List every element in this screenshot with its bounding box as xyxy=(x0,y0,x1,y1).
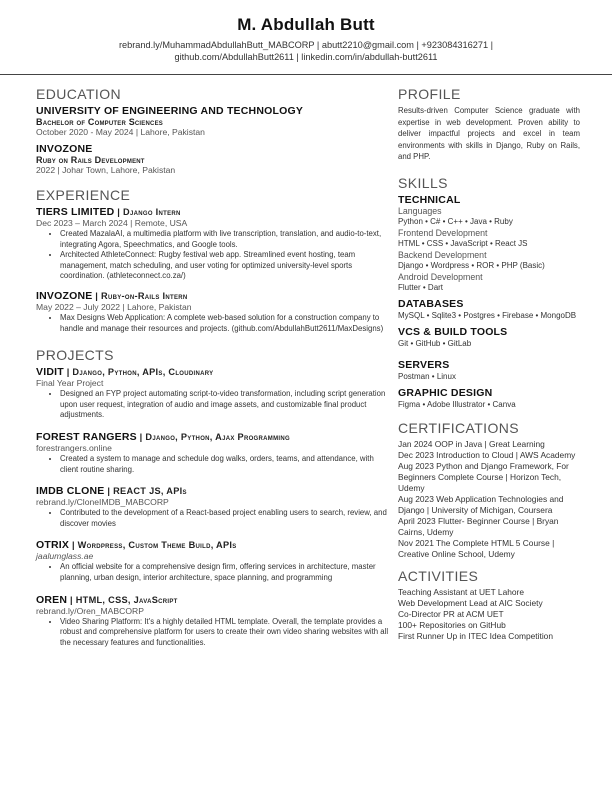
project-stack: | Wordpress, Custom Theme Build, APIs xyxy=(69,540,237,551)
project-bullet: • Designed an FYP project automating script-to-video transformation, including script generation upon user request, integration of audio and image assets, and customizable final product adjustments. xyxy=(60,389,394,421)
certification-item: Jan 2024 OOP in Java | Great Learning xyxy=(398,438,545,449)
certification-item: Aug 2023 Web Application Technologies and Django | University of Michigan, Coursera xyxy=(398,493,564,515)
skill-group-name: Android Development xyxy=(398,271,483,282)
contact-line-2[interactable]: github.com/AbdullahButt2611 | linkedin.com/in/abdullah-butt2611 xyxy=(174,52,438,62)
education-institution: UNIVERSITY OF ENGINEERING AND TECHNOLOGY xyxy=(36,105,304,117)
experience-bullets xyxy=(36,229,394,282)
certification-item: Nov 2021 The Complete HTML 5 Course | Creative Online School, Udemy xyxy=(398,537,555,559)
certification-item: Dec 2023 Introduction to Cloud | AWS Academy xyxy=(398,449,576,460)
project-bullet: • Video Sharing Platform: It's a highly detailed HTML template. Overall, the template provides a robust and comprehensive platform for users to create their own video sharing websites with all the necessary features and functionalities. xyxy=(60,617,394,649)
project-bullet: • An official website for a comprehensive design firm, offering services in architecture, master planning, urban design, interior architecture, space planning, and programming xyxy=(60,562,394,583)
experience-bullet: • Architected AthleteConnect: Rugby festival web app. Streamlined event hosting, team management, match scheduling, and user voting for optimized university-level sports coordination. (athleteconnect.co.za/) xyxy=(60,250,394,282)
project-link[interactable]: forestrangers.online xyxy=(36,442,112,453)
experience-heading: EXPERIENCE xyxy=(36,187,131,203)
project-entry xyxy=(36,594,394,649)
education-institution: INVOZONE xyxy=(36,143,93,155)
projects-heading: PROJECTS xyxy=(36,347,114,364)
experience-bullet: • Max Designs Web Application: A complete web-based solution for a construction company to handle and manage their resources and projects. (github.com/AbdullahButt2611/MaxDesigns) xyxy=(60,313,394,334)
skills-heading: SKILLS xyxy=(398,174,448,191)
profile-summary: Results-driven Computer Science graduate with expertise in web development. Proven ability to deliver impactful projects and excel in team environments with skills in Django, Ruby on Rails, and PHP. xyxy=(398,106,580,162)
project-subtitle: Final Year Project xyxy=(36,378,104,389)
project-entry xyxy=(36,485,394,529)
skill-group xyxy=(398,272,580,293)
skill-group xyxy=(398,250,580,271)
education-entry xyxy=(36,105,394,137)
activity-item: Co-Director PR at ACM UET xyxy=(398,608,504,619)
activities-heading: ACTIVITIES xyxy=(398,567,479,584)
technical-heading: TECHNICAL xyxy=(398,193,461,206)
experience-meta: Dec 2023 – March 2024 | Remote, USA xyxy=(36,218,188,228)
project-name: OTRIX xyxy=(36,539,70,552)
graphic-design-heading: GRAPHIC DESIGN xyxy=(398,386,493,399)
project-entry xyxy=(36,431,394,475)
contact-line-1[interactable]: rebrand.ly/MuhammadAbdullahButt_MABCORP | abutt2210@gmail.com | +923084316271 | xyxy=(118,40,494,50)
project-name: VIDIT xyxy=(36,366,64,379)
activity-item: First Runner Up in ITEC Idea Competition xyxy=(398,630,553,641)
vcs-heading: VCS & BUILD TOOLS xyxy=(398,325,508,338)
activity-item: Teaching Assistant at UET Lahore xyxy=(398,586,525,597)
project-bullet: • Contributed to the development of a React-based project enabling users to search, review, and discover movies xyxy=(60,508,394,529)
experience-org: INVOZONE xyxy=(36,289,93,302)
skill-group-name: Languages xyxy=(398,205,442,216)
education-entry xyxy=(36,143,394,175)
skill-group xyxy=(398,228,580,249)
graphic-design-list: Figma • Adobe Illustrator • Canva xyxy=(398,399,516,409)
databases-heading: DATABASES xyxy=(398,297,464,310)
databases-list: MySQL • Sqlite3 • Postgres • Firebase • MongoDB xyxy=(398,310,577,320)
project-entry xyxy=(36,366,394,421)
skill-group-name: Backend Development xyxy=(398,249,487,260)
skill-group-items: HTML • CSS • JavaScript • React JS xyxy=(398,238,528,248)
candidate-name: M. Abdullah Butt xyxy=(237,15,375,34)
servers-heading: SERVERS xyxy=(398,358,450,371)
project-link[interactable]: rebrand.ly/Oren_MABCORP xyxy=(36,605,144,616)
project-stack: | Django, Python, Ajax Programming xyxy=(136,431,290,442)
certification-item: April 2023 Flutter- Beginner Course | Bryan Cairns, Udemy xyxy=(398,515,559,537)
project-entry xyxy=(36,539,394,583)
project-name: OREN xyxy=(36,593,68,606)
left-column xyxy=(36,86,394,654)
right-column xyxy=(398,86,580,642)
project-stack: | REACT JS, APIs xyxy=(104,486,187,497)
experience-entry xyxy=(36,290,394,334)
experience-bullet: • Created MazalaAI, a multimedia platform with live transcription, translation, and audio-to-text, integrating Agora, Speechmatics, and Google tools. xyxy=(60,229,394,250)
experience-role: | Ruby-on-Rails Intern xyxy=(92,290,188,301)
certification-item: Aug 2023 Python and Django Framework, For Beginners Complete Course | Horizon Tech, Udemy xyxy=(398,460,569,493)
experience-org: TIERS LIMITED xyxy=(36,206,115,218)
resume-header xyxy=(0,15,612,63)
education-meta: October 2020 - May 2024 | Lahore, Pakistan xyxy=(36,127,205,137)
education-degree: Bachelor of Computer Sciences xyxy=(36,117,163,127)
education-heading: EDUCATION xyxy=(36,86,122,102)
project-link[interactable]: rebrand.ly/CloneIMDB_MABCORP xyxy=(36,497,169,508)
education-meta: 2022 | Johar Town, Lahore, Pakistan xyxy=(36,165,176,175)
experience-entry xyxy=(36,206,394,282)
project-bullet: • Created a system to manage and schedule dog walks, orders, teams, and attendance, with client routine sharing. xyxy=(60,454,394,475)
skill-group-items: Python • C# • C++ • Java • Ruby xyxy=(398,216,513,226)
profile-heading: PROFILE xyxy=(398,86,461,102)
skill-group-items: Flutter • Dart xyxy=(398,282,444,292)
skill-group-name: Frontend Development xyxy=(398,227,488,238)
activity-item: Web Development Lead at AIC Society xyxy=(398,597,543,608)
certifications-list xyxy=(398,439,580,560)
header-divider xyxy=(0,74,612,75)
experience-role: | Django Intern xyxy=(114,207,181,217)
vcs-list: Git • GitHub • GitLab xyxy=(398,338,472,348)
servers-list: Postman • Linux xyxy=(398,371,456,381)
project-name: IMDB CLONE xyxy=(36,485,105,498)
skill-group xyxy=(398,206,580,227)
skill-group-items: Django • Wordpress • ROR • PHP (Basic) xyxy=(398,260,545,270)
project-stack: | HTML, CSS, JavaScript xyxy=(67,594,178,605)
activities-list xyxy=(398,587,580,642)
project-stack: | Django, Python, APIs, Cloudinary xyxy=(63,367,214,378)
experience-meta: May 2022 – July 2022 | Lahore, Pakistan xyxy=(36,301,192,312)
project-link[interactable]: jaalumglass.ae xyxy=(36,551,94,562)
education-degree: Ruby on Rails Development xyxy=(36,155,145,165)
experience-bullets xyxy=(36,313,394,334)
project-name: FOREST RANGERS xyxy=(36,430,137,443)
activity-item: 100+ Repositories on GitHub xyxy=(398,619,506,630)
certifications-heading: CERTIFICATIONS xyxy=(398,419,519,436)
